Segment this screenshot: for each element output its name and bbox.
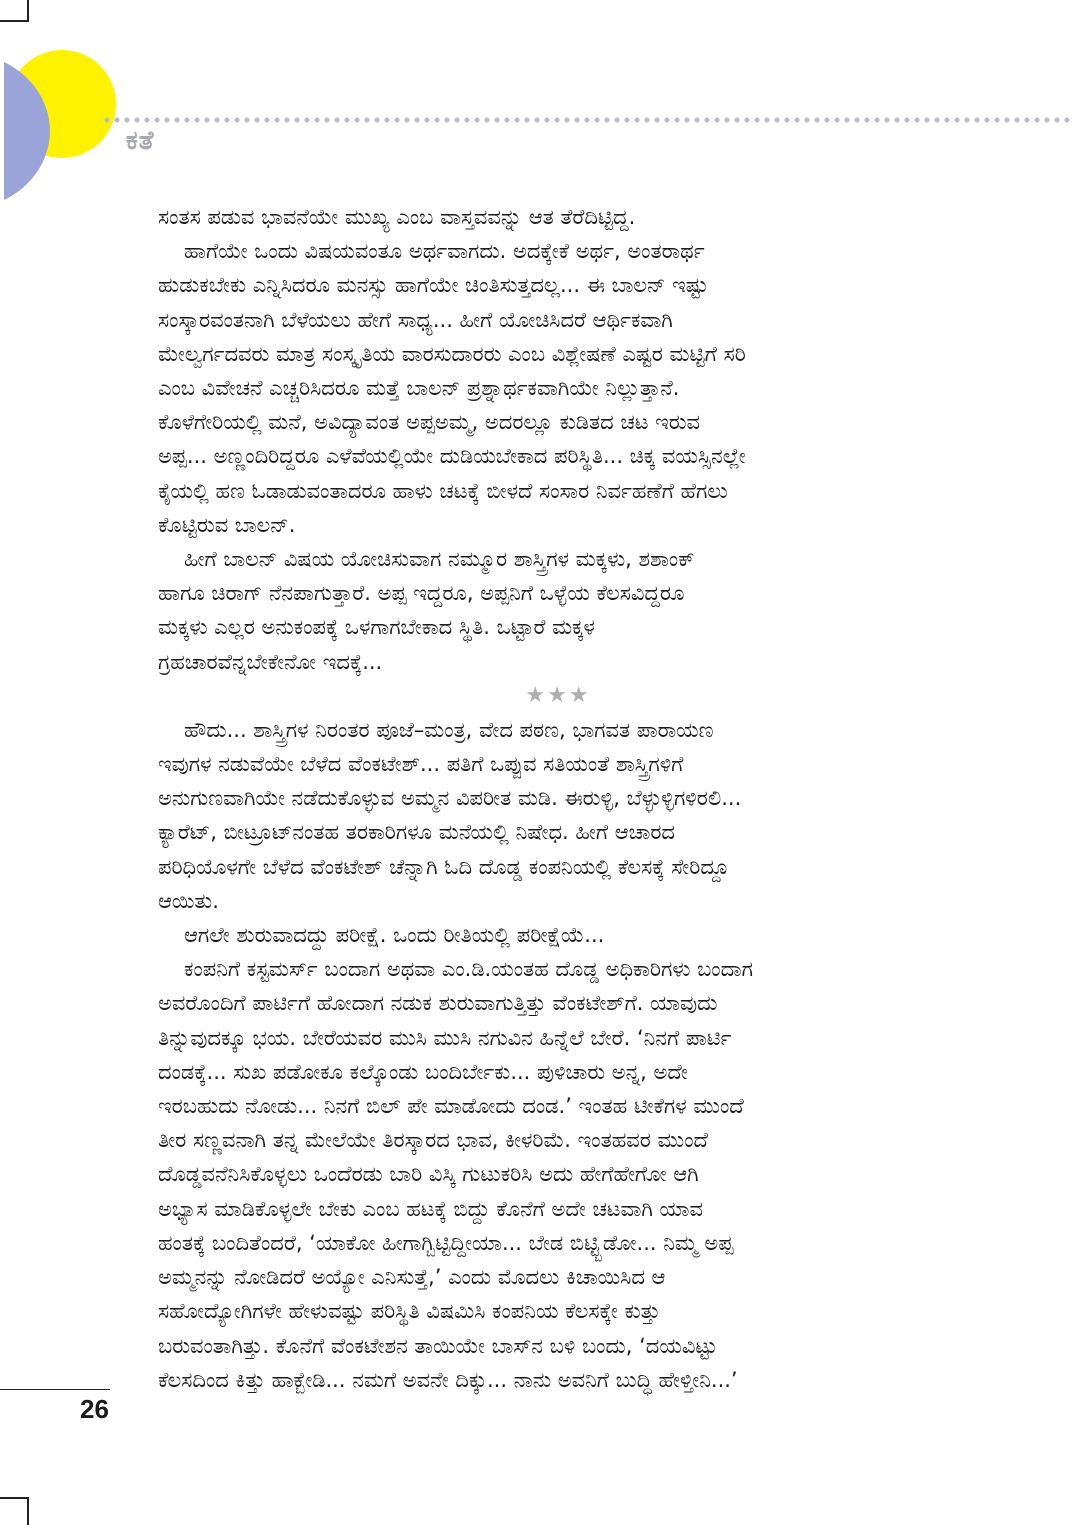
text-line: ಸಹೋದ್ಯೋಗಿಗಳೇ ಹೇಳುವಷ್ಟು ಪರಿಸ್ಥಿತಿ ವಿಷಮಿಸಿ ಕಂಪನಿಯ ಕೆಲಸಕ್ಕೇ ಕುತ್ತು [158, 1299, 661, 1324]
text-line: ಕ್ಯಾರೆಟ್, ಬೀಟ್ರೂಟ್‌ನಂತಹ ತರಕಾರಿಗಳೂ ಮನೆಯಲ್ಲಿ ನಿಷೇಧ. ಹೀಗೆ ಆಚಾರದ [158, 820, 675, 845]
text-line: ಕೊಟ್ಟಿರುವ ಬಾಲನ್. [158, 512, 296, 537]
text-line: ಅನುಗುಣವಾಗಿಯೇ ನಡೆದುಕೊಳ್ಳುವ ಅಮ್ಮನ ವಿಪರೀತ ಮಡಿ. ಈರುಳ್ಳಿ, ಬೆಳ್ಳುಳ್ಳಿಗಳಿರಲಿ... [158, 786, 742, 811]
text-line: ಎಂಬ ವಿವೇಚನೆ ಎಚ್ಚರಿಸಿದರೂ ಮತ್ತೆ ಬಾಲನ್ ಪ್ರಶ್ನಾರ್ಥಕವಾಗಿಯೇ ನಿಲ್ಲುತ್ತಾನೆ. [158, 376, 680, 401]
text-line: ಅಮ್ಮನನ್ನು ನೋಡಿದರೆ ಅಯ್ಯೋ ಎನಿಸುತ್ತೆ,’ ಎಂದು ಮೊದಲು ಕಿಚಾಯಿಸಿದ ಆ [158, 1265, 666, 1290]
text-line: ಕೆಲಸದಿಂದ ಕಿತ್ತು ಹಾಕ್ಬೇಡಿ... ನಮಗೆ ಅವನೇ ದಿಕ್ಕು... ನಾನು ಅವನಿಗೆ ಬುದ್ಧಿ ಹೇಳ್ತೀನಿ...’ [158, 1367, 738, 1392]
section-separator-stars: ★★★ [525, 682, 591, 708]
crop-mark-bottom-horizontal [0, 1497, 29, 1499]
paragraph-3 [158, 542, 918, 679]
section-title: ಕತೆ [126, 126, 155, 156]
text-line: ಹೌದು... ಶಾಸ್ತ್ರಿಗಳ ನಿರಂತರ ಪೂಜೆ–ಮಂತ್ರ, ವೇದ ಪಠಣ, ಭಾಗವತ ಪಾರಾಯಣ [184, 717, 714, 742]
text-line: ದಂಡಕ್ಕೆ... ಸುಖ ಪಡೋಕೂ ಕಲ್ಕೊಂಡು ಬಂದಿರ್ಬೇಕು... ಪುಳಿಚಾರು ಅನ್ನ, ಅದೇ [158, 1059, 688, 1084]
text-line: ಅವರೊಂದಿಗೆ ಪಾರ್ಟಿಗೆ ಹೋದಾಗ ನಡುಕ ಶುರುವಾಗುತ್ತಿತ್ತು ವೆಂಕಟೇಶ್‌ಗೆ. ಯಾವುದು [158, 991, 718, 1016]
text-line: ಹಂತಕ್ಕೆ ಬಂದಿತೆಂದರೆ, ‘ಯಾಕೋ ಹೀಗಾಗ್ಬಿಟ್ಟಿದ್ದೀಯಾ... ಬೇಡ ಬಿಟ್ಟ್ಬಿಡೋ... ನಿಮ್ಮ ಅಪ್ಪ [158, 1230, 734, 1255]
text-line: ಮಕ್ಕಳು ಎಲ್ಲರ ಅನುಕಂಪಕ್ಕೆ ಒಳಗಾಗಬೇಕಾದ ಸ್ಥಿತಿ. ಒಟ್ಟಾರೆ ಮಕ್ಕಳ [158, 615, 595, 640]
crop-mark-top-horizontal [0, 20, 29, 22]
paragraph-2 [158, 234, 918, 542]
text-line: ಅಭ್ಯಾಸ ಮಾಡಿಕೊಳ್ಳಲೇ ಬೇಕು ಎಂಬ ಹಟಕ್ಕೆ ಬಿದ್ದು ಕೊನೆಗೆ ಅದೇ ಚಟವಾಗಿ ಯಾವ [158, 1196, 703, 1221]
text-line: ಕಂಪನಿಗೆ ಕಸ್ಟಮರ್ಸ್ ಬಂದಾಗ ಅಥವಾ ಎಂ.ಡಿ.ಯಂತಹ ದೊಡ್ಡ ಅಧಿಕಾರಿಗಳು ಬಂದಾಗ [184, 957, 753, 982]
header-circles-decoration [0, 46, 130, 216]
paragraph-1 [158, 200, 918, 234]
text-line: ತಿನ್ನುವುದಕ್ಕೂ ಭಯ. ಬೇರೆಯವರ ಮುಸಿ ಮುಸಿ ನಗುವಿನ ಹಿನ್ನೆಲೆ ಬೇರೆ. ‘ನಿನಗೆ ಪಾರ್ಟಿ [158, 1025, 732, 1050]
text-line: ಬರುವಂತಾಗಿತ್ತು. ಕೊನೆಗೆ ವೆಂಕಟೇಶನ ತಾಯಿಯೇ ಬಾಸ್‌ನ ಬಳಿ ಬಂದು, ‘ದಯವಿಟ್ಟು [158, 1333, 718, 1358]
text-line: ಸಂತಸ ಪಡುವ ಭಾವನೆಯೇ ಮುಖ್ಯ ಎಂಬ ವಾಸ್ತವವನ್ನು ಆತ ತೆರೆದಿಟ್ಟಿದ್ದ. [158, 205, 636, 229]
paragraph-4 [158, 713, 918, 918]
text-line: ಪರಿಧಿಯೊಳಗೇ ಬೆಳೆದ ವೆಂಕಟೇಶ್ ಚೆನ್ನಾಗಿ ಓದಿ ದೊಡ್ಡ ಕಂಪನಿಯಲ್ಲಿ ಕೆಲಸಕ್ಕೆ ಸೇರಿದ್ದೂ [158, 854, 730, 879]
crop-mark-bottom [27, 1497, 29, 1525]
text-line: ಇವುಗಳ ನಡುವೆಯೇ ಬೆಳೆದ ವೆಂಕಟೇಶ್... ಪತಿಗೆ ಒಪ್ಪುವ ಸತಿಯಂತೆ ಶಾಸ್ತ್ರಿಗಳಿಗೆ [158, 752, 684, 777]
text-line: ಕೈಯಲ್ಲಿ ಹಣ ಓಡಾಡುವಂತಾದರೂ ಹಾಳು ಚಟಕ್ಕೆ ಬೀಳದೆ ಸಂಸಾರ ನಿರ್ವಹಣೆಗೆ ಹೆಗಲು [158, 478, 728, 503]
text-line: ಸಂಸ್ಕಾರವಂತನಾಗಿ ಬೆಳೆಯಲು ಹೇಗೆ ಸಾಧ್ಯ... ಹೀಗೆ ಯೋಚಿಸಿದರೆ ಆರ್ಥಿಕವಾಗಿ [158, 307, 673, 332]
text-line: ಆಯಿತು. [158, 888, 219, 913]
text-line: ಹೀಗೆ ಬಾಲನ್ ವಿಷಯ ಯೋಚಿಸುವಾಗ ನಮ್ಮೂರ ಶಾಸ್ತ್ರಿಗಳ ಮಕ್ಕಳು, ಶಶಾಂಕ್ [184, 547, 695, 572]
crop-mark-top [27, 0, 29, 20]
page-number: 26 [80, 1394, 109, 1424]
text-line: ಹುಡುಕಬೇಕು ಎನ್ನಿಸಿದರೂ ಮನಸ್ಸು ಹಾಗೆಯೇ ಚಿಂತಿಸುತ್ತದಲ್ಲ... ಈ ಬಾಲನ್ ಇಷ್ಟು [158, 273, 709, 298]
article-body [158, 200, 918, 1397]
text-line: ಹಾಗೆಯೇ ಒಂದು ವಿಷಯವಂತೂ ಅರ್ಥವಾಗದು. ಅದಕ್ಕೇಕೆ ಅರ್ಥ, ಅಂತರಾರ್ಥ [184, 239, 705, 264]
text-line: ಇರಬಹುದು ನೋಡು... ನಿನಗೆ ಬಿಲ್ ಪೇ ಮಾಡೋದು ದಂಡ.’ ಇಂತಹ ಟೀಕೆಗಳ ಮುಂದೆ [158, 1094, 744, 1119]
text-line: ಆಗಲೇ ಶುರುವಾದದ್ದು ಪರೀಕ್ಷೆ. ಒಂದು ರೀತಿಯಲ್ಲಿ ಪರೀಕ್ಷೆಯೆ... [184, 923, 605, 948]
paragraph-6 [158, 952, 918, 1397]
text-line: ಅಪ್ಪ... ಅಣ್ಣಂದಿರಿದ್ದರೂ ಎಳೆವೆಯಲ್ಲಿಯೇ ದುಡಿಯಬೇಕಾದ ಪರಿಸ್ಥಿತಿ... ಚಿಕ್ಕ ವಯಸ್ಸಿನಲ್ಲೇ [158, 444, 746, 469]
text-line: ಹಾಗೂ ಚಿರಾಗ್ ನೆನಪಾಗುತ್ತಾರೆ. ಅಪ್ಪ ಇದ್ದರೂ, ಅಪ್ಪನಿಗೆ ಒಳ್ಳೆಯ ಕೆಲಸವಿದ್ದರೂ [158, 581, 685, 606]
paragraph-5 [158, 918, 918, 952]
text-line: ದೊಡ್ಡವನೆನಿಸಿಕೊಳ್ಳಲು ಒಂದೆರಡು ಬಾರಿ ವಿಸ್ಕಿ ಗುಟುಕರಿಸಿ ಅದು ಹೇಗೆಹೇಗೋ ಆಗಿ [158, 1162, 699, 1187]
text-line: ಗ್ರಹಚಾರವೆನ್ನಬೇಕೇನೋ ಇದಕ್ಕೆ... [158, 649, 383, 674]
text-line: ಮೇಲ್ವರ್ಗದವರು ಮಾತ್ರ ಸಂಸ್ಕೃತಿಯ ವಾರಸುದಾರರು ಎಂಬ ವಿಶ್ಲೇಷಣೆ ಎಷ್ಟರ ಮಟ್ಟಿಗೆ ಸರಿ [158, 341, 746, 366]
text-line: ಕೊಳೆಗೇರಿಯಲ್ಲಿ ಮನೆ, ಅವಿದ್ಯಾವಂತ ಅಪ್ಪಅಮ್ಮ, ಅದರಲ್ಲೂ ಕುಡಿತದ ಚಟ ಇರುವ [158, 410, 701, 435]
dotted-header-rule [102, 117, 1072, 123]
text-line: ತೀರ ಸಣ್ಣವನಾಗಿ ತನ್ನ ಮೇಲೆಯೇ ತಿರಸ್ಕಾರದ ಭಾವ, ಕೀಳರಿಮೆ. ಇಂತಹವರ ಮುಂದೆ [158, 1128, 708, 1153]
footer-rule [0, 1389, 110, 1390]
